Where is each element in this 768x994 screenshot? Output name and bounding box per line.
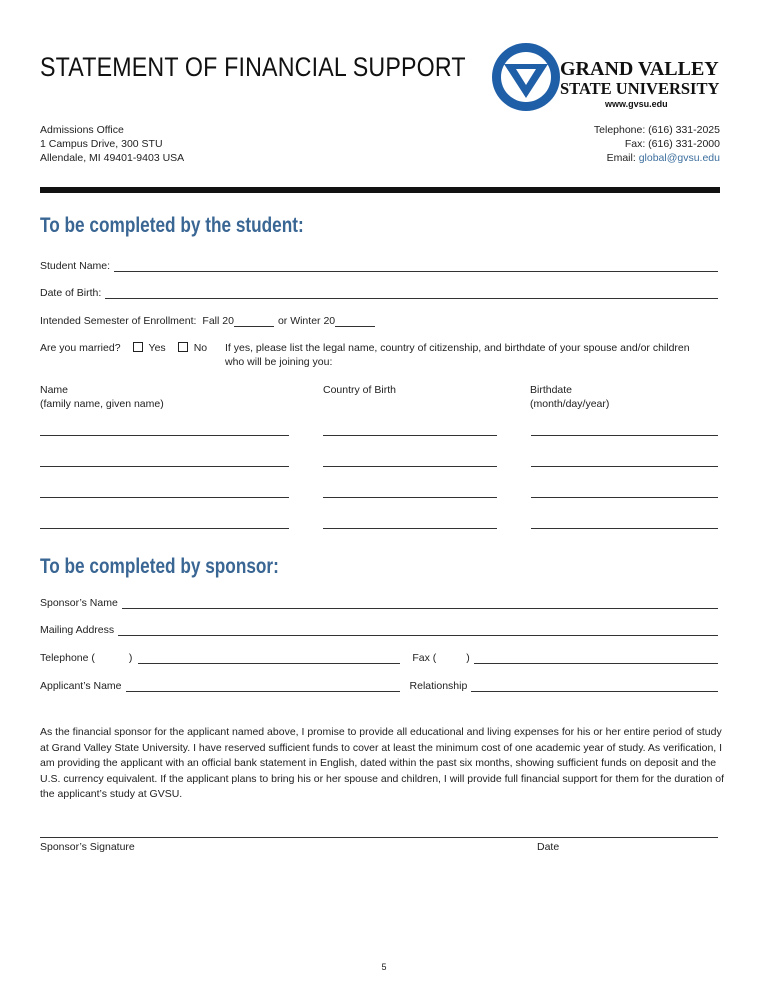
page-number: 5	[381, 962, 387, 972]
gvsu-logo	[490, 42, 722, 112]
relationship-field[interactable]	[471, 681, 718, 692]
student-name-field[interactable]	[114, 261, 718, 272]
fall-year-field[interactable]	[234, 316, 274, 327]
sponsor-telephone-field[interactable]	[138, 653, 400, 664]
married-no-checkbox[interactable]	[178, 342, 188, 352]
dependent-country-field[interactable]	[323, 528, 497, 529]
applicant-relationship-row: Applicant’s Name Relationship	[40, 678, 718, 692]
dependent-birthdate-field[interactable]	[531, 528, 718, 529]
mailing-address-field[interactable]	[118, 625, 718, 636]
dependent-birthdate-field[interactable]	[531, 497, 718, 498]
mailing-address-row: Mailing Address	[40, 622, 718, 636]
sponsor-statement: As the financial sponsor for the applicant named above, I promise to provide all educational and living expenses for his or her entire period of study at Grand Valley State University. I have reserved sufficient funds to cover at least the minimum cost of one academic year of study. As verification, I am providing the applicant with an official bank statement in English, dated within the past six months, showing sufficient funds on deposit and the U.S. currency equivalent. If the applicant plans to bring his or her spouse and children, I will provide full financial support for them for the duration of the applicant’s study at GVSU.	[40, 726, 725, 800]
dob-field[interactable]	[105, 288, 718, 299]
student-section-heading: To be completed by the student:	[40, 214, 304, 237]
page-title: STATEMENT OF FINANCIAL SUPPORT	[40, 52, 466, 82]
dependent-country-field[interactable]	[323, 497, 497, 498]
col-country-header: Country of Birth	[323, 384, 396, 396]
semester-row: Intended Semester of Enrollment: Fall 20 or Winter 20	[40, 313, 375, 327]
dependent-name-field[interactable]	[40, 497, 289, 498]
dependent-name-field[interactable]	[40, 466, 289, 467]
col-name-header: Name (family name, given name)	[40, 384, 164, 410]
phone-fax-row: Telephone ( ) Fax ( )	[40, 650, 718, 664]
dependent-name-field[interactable]	[40, 528, 289, 529]
dependent-country-field[interactable]	[323, 466, 497, 467]
logo-line-1: GRAND VALLEY	[560, 58, 719, 80]
email-link[interactable]: global@gvsu.edu	[638, 152, 720, 164]
sponsor-fax-field[interactable]	[474, 653, 718, 664]
office-address: Admissions Office 1 Campus Drive, 300 STU Allendale, MI 49401-9403 USA	[40, 124, 185, 164]
header-rule	[40, 187, 720, 193]
dependent-birthdate-field[interactable]	[531, 466, 718, 467]
sponsor-name-row: Sponsor’s Name	[40, 595, 718, 609]
dependent-name-field[interactable]	[40, 435, 289, 436]
signature-line[interactable]	[40, 837, 718, 838]
logo-url: www.gvsu.edu	[605, 99, 668, 109]
logo-line-2: STATE UNIVERSITY	[560, 79, 720, 98]
student-name-row: Student Name:	[40, 258, 718, 272]
dob-row: Date of Birth:	[40, 285, 718, 299]
applicant-name-field[interactable]	[126, 681, 400, 692]
married-row: Are you married? Yes No	[40, 342, 208, 354]
signature-label: Sponsor’s Signature	[40, 841, 135, 853]
winter-year-field[interactable]	[335, 316, 375, 327]
married-note: If yes, please list the legal name, country of citizenship, and birthdate of your spouse and/or children who will be joining you:	[225, 342, 690, 368]
col-birthdate-header: Birthdate (month/day/year)	[530, 384, 610, 410]
dependent-country-field[interactable]	[323, 435, 497, 436]
married-yes-checkbox[interactable]	[133, 342, 143, 352]
email-line: Email: global@gvsu.edu	[606, 152, 720, 164]
sponsor-section-heading: To be completed by sponsor:	[40, 555, 279, 578]
sponsor-name-field[interactable]	[122, 598, 718, 609]
telephone: Telephone: (616) 331-2025	[593, 124, 720, 136]
fax: Fax: (616) 331-2000	[624, 138, 720, 150]
dependent-birthdate-field[interactable]	[531, 435, 718, 436]
office-contact	[594, 123, 720, 165]
date-label: Date	[537, 841, 560, 853]
